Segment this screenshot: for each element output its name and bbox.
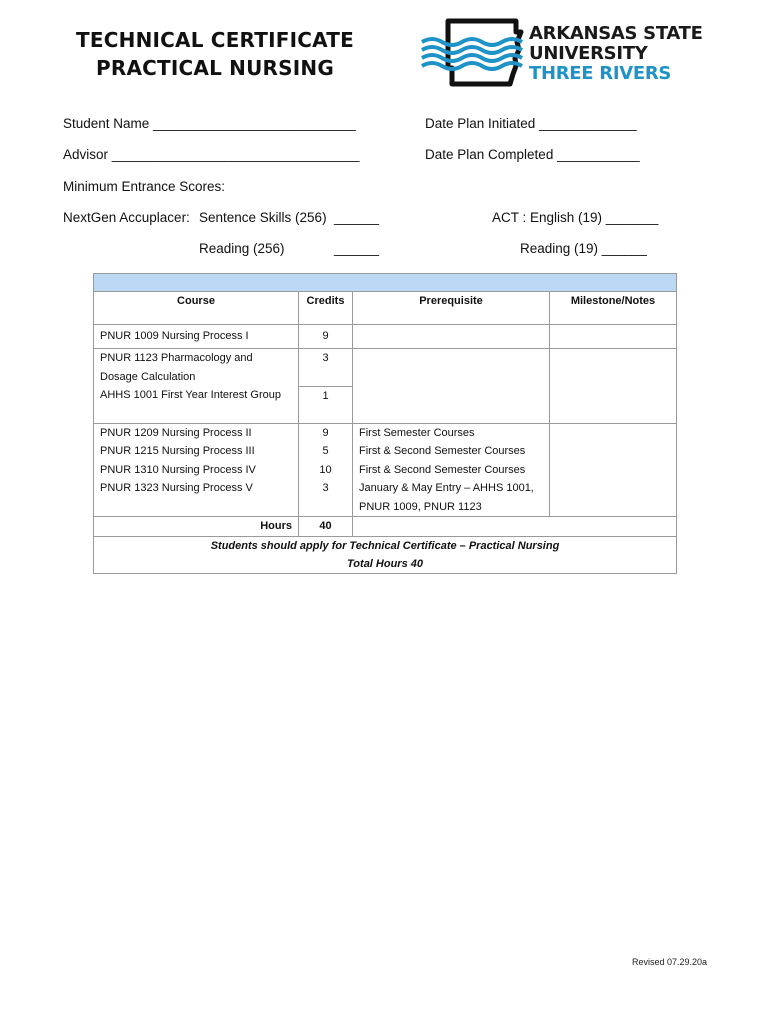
hours-label: Hours	[94, 517, 299, 537]
credits-cell: 3	[299, 479, 353, 517]
table-row	[94, 423, 677, 442]
header-credits: Credits	[299, 292, 353, 325]
title-line-1: TECHNICAL CERTIFICATE	[76, 28, 354, 52]
university-logo	[418, 18, 718, 90]
prereq-cell: First & Second Semester Courses	[353, 461, 550, 480]
prereq-cell: January & May Entry – AHHS 1001, PNUR 1009, PNUR 1123	[353, 479, 550, 517]
student-name-field[interactable]: Student Name ___________________________	[63, 116, 356, 131]
prereq-cell: First Semester Courses	[353, 423, 550, 442]
title-line-2: PRACTICAL NURSING	[96, 56, 334, 80]
nextgen-label: NextGen Accuplacer:	[63, 210, 190, 225]
notes-cell[interactable]	[550, 349, 677, 424]
reading-blank[interactable]: ______	[334, 241, 380, 256]
course-cell: PNUR 1323 Nursing Process V	[94, 479, 299, 517]
table-banner	[94, 274, 677, 292]
footer-line-2: Total Hours 40	[347, 557, 423, 570]
header-prerequisite: Prerequisite	[353, 292, 550, 325]
logo-line-2: UNIVERSITY	[529, 43, 648, 64]
course-cell: PNUR 1215 Nursing Process III	[94, 442, 299, 461]
date-initiated-field[interactable]: Date Plan Initiated _____________	[425, 116, 637, 131]
table-header-row	[94, 292, 677, 325]
course-cell: PNUR 1310 Nursing Process IV	[94, 461, 299, 480]
page-title	[60, 26, 370, 82]
prereq-cell	[353, 325, 550, 349]
prereq-cell	[353, 349, 550, 424]
act-english-field[interactable]: ACT : English (19) _______	[492, 210, 659, 225]
course-cell: PNUR 1209 Nursing Process II	[94, 423, 299, 442]
credits-cell: 9	[299, 423, 353, 442]
course-table	[93, 273, 677, 574]
revision-date: Revised 07.29.20a	[632, 957, 708, 967]
course-cell: AHHS 1001 First Year Interest Group	[94, 386, 299, 423]
sentence-skills-blank[interactable]: ______	[334, 210, 380, 225]
table-footer-row	[94, 536, 677, 573]
logo-text	[529, 24, 703, 84]
prereq-cell: First & Second Semester Courses	[353, 442, 550, 461]
sentence-skills-label: Sentence Skills (256)	[199, 210, 327, 225]
notes-cell[interactable]	[550, 325, 677, 349]
hours-empty-cell	[353, 517, 677, 537]
footer-line-1: Students should apply for Technical Certificate – Practical Nursing	[210, 539, 560, 552]
hours-total: 40	[299, 517, 353, 537]
table-row	[94, 349, 677, 387]
credits-cell: 1	[299, 386, 353, 423]
header-milestone: Milestone/Notes	[550, 292, 677, 325]
table-row	[94, 325, 677, 349]
min-scores-label: Minimum Entrance Scores:	[63, 179, 226, 194]
course-cell: PNUR 1123 Pharmacology and Dosage Calculation	[94, 349, 299, 387]
logo-line-3: THREE RIVERS	[529, 63, 672, 84]
table-footer	[94, 536, 677, 573]
header-course: Course	[94, 292, 299, 325]
reading-label: Reading (256)	[199, 241, 285, 256]
credits-cell: 5	[299, 442, 353, 461]
logo-line-1: ARKANSAS STATE	[529, 23, 703, 44]
credits-cell: 10	[299, 461, 353, 480]
act-reading-field[interactable]: Reading (19) ______	[520, 241, 647, 256]
arkansas-state-outline-icon	[418, 18, 526, 88]
credits-cell: 3	[299, 349, 353, 387]
course-cell: PNUR 1009 Nursing Process I	[94, 325, 299, 349]
credits-cell: 9	[299, 325, 353, 349]
hours-row	[94, 517, 677, 537]
notes-cell[interactable]	[550, 423, 677, 517]
advisor-field[interactable]: Advisor _________________________________	[63, 147, 360, 162]
date-completed-field[interactable]: Date Plan Completed ___________	[425, 147, 640, 162]
